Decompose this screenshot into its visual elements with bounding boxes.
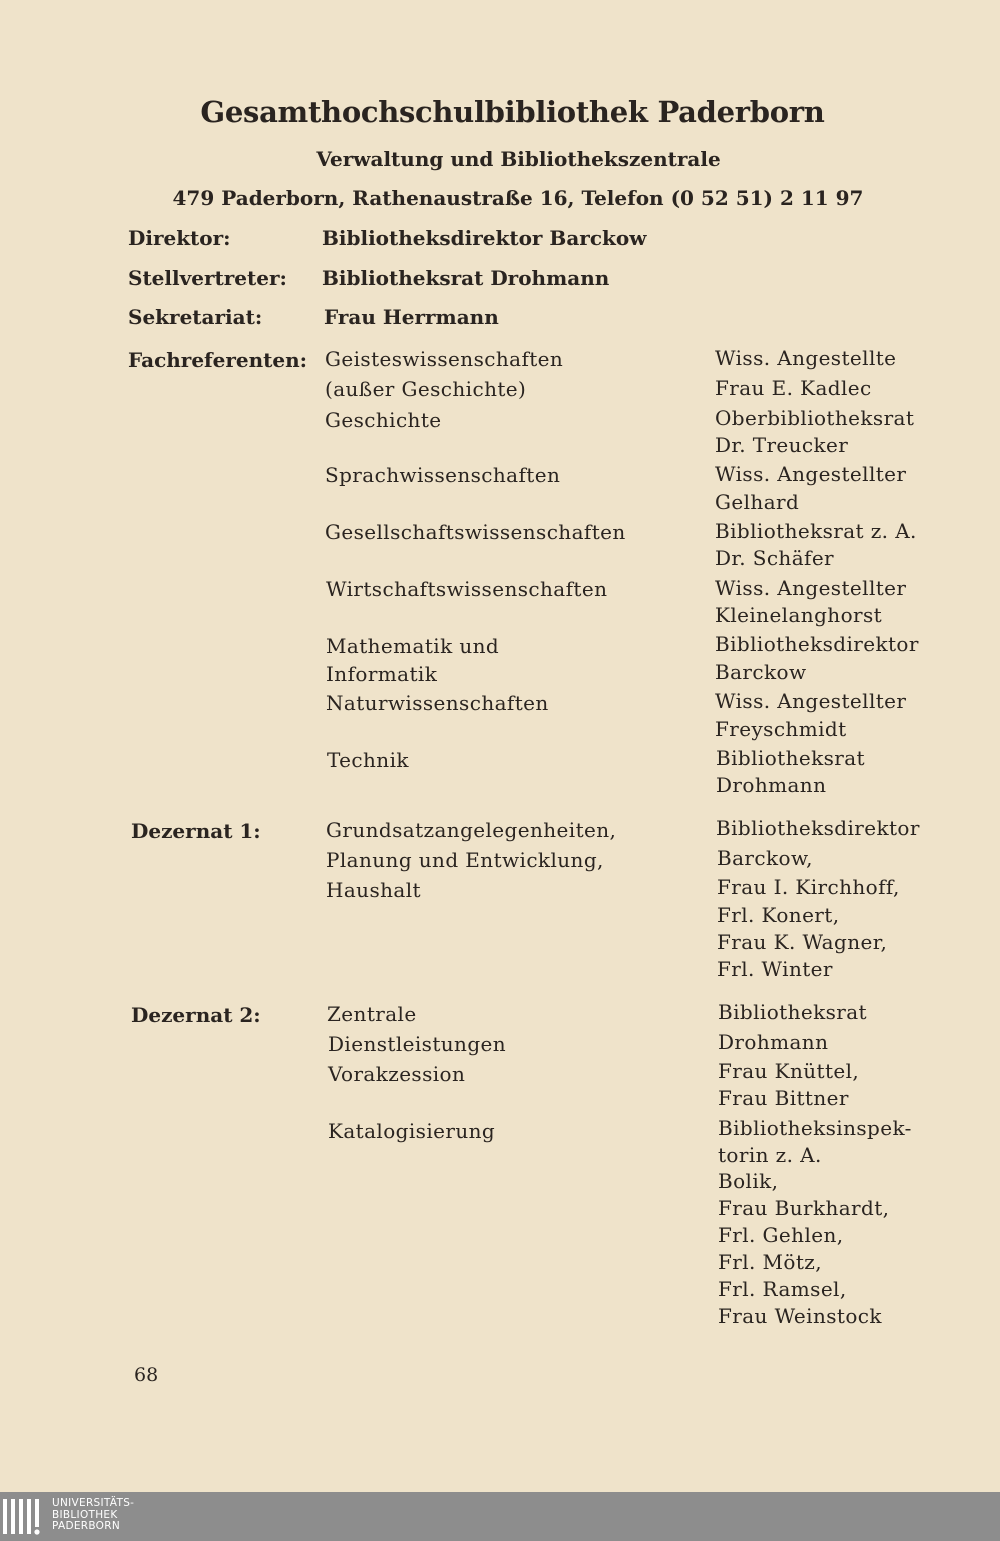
person-item: Gelhard <box>715 490 800 514</box>
dezernat-1-person: Frau I. Kirchhoff, <box>717 875 900 899</box>
subject-item: Wirtschaftswissenschaften <box>326 577 608 601</box>
subject-item: (außer Geschichte) <box>325 377 527 401</box>
dezernat-2-person: Frl. Mötz, <box>718 1250 822 1274</box>
dezernat-2-person: Frau Burkhardt, <box>718 1196 890 1220</box>
person-item: Wiss. Angestellter <box>715 576 907 600</box>
page-title: Gesamthochschulbibliothek Paderborn <box>200 95 825 129</box>
library-logo-icon <box>0 1492 48 1541</box>
role-value-stellvertreter: Bibliotheksrat Drohmann <box>322 266 610 290</box>
dezernat-2-task: Katalogisierung <box>328 1119 496 1143</box>
dezernat-1-person: Frl. Winter <box>717 957 833 981</box>
role-label-stellvertreter: Stellvertreter: <box>128 266 287 290</box>
dezernat-2-person: Bolik, <box>718 1169 779 1193</box>
dezernat-1-person: Barckow, <box>717 846 813 870</box>
person-item: Bibliotheksdirektor <box>715 632 919 656</box>
person-item: Wiss. Angestellter <box>715 462 907 486</box>
person-item: Wiss. Angestellte <box>715 346 897 370</box>
person-item: Wiss. Angestellter <box>715 689 907 713</box>
person-item: Barckow <box>715 660 807 684</box>
dezernat-1-person: Frau K. Wagner, <box>717 930 888 954</box>
dezernat-2-person: Drohmann <box>718 1030 829 1054</box>
subject-item: Geisteswissenschaften <box>325 347 564 371</box>
logo-line-2: BIBLIOTHEK <box>52 1508 118 1521</box>
dezernat-1-person: Bibliotheksdirektor <box>716 816 920 840</box>
person-item: Bibliotheksrat z. A. <box>715 519 917 543</box>
role-value-direktor: Bibliotheksdirektor Barckow <box>322 226 647 250</box>
person-item: Dr. Treucker <box>715 433 849 457</box>
role-label-sekretariat: Sekretariat: <box>128 305 263 329</box>
subject-item: Geschichte <box>325 408 442 432</box>
dezernat-2-label: Dezernat 2: <box>131 1003 261 1027</box>
dezernat-2-task: Dienstleistungen <box>328 1032 507 1056</box>
dezernat-1-person: Frl. Konert, <box>717 903 840 927</box>
subject-item: Naturwissenschaften <box>326 691 549 715</box>
library-logo-text <box>52 1498 134 1533</box>
subject-item: Mathematik und <box>326 634 500 658</box>
dezernat-2-person: Frl. Ramsel, <box>718 1277 847 1301</box>
dezernat-1-task: Grundsatzangelegenheiten, <box>326 818 617 842</box>
dezernat-1-task: Haushalt <box>326 878 421 902</box>
dezernat-2-person: Frau Bittner <box>718 1086 849 1110</box>
role-label-direktor: Direktor: <box>128 226 231 250</box>
logo-line-1: UNIVERSITÄTS- <box>52 1497 135 1509</box>
person-item: Dr. Schäfer <box>715 546 835 570</box>
library-footer-bar <box>0 1492 1000 1541</box>
dezernat-2-person: Frau Knüttel, <box>718 1059 860 1083</box>
person-item: Kleinelanghorst <box>715 603 883 627</box>
subject-item: Technik <box>327 748 409 772</box>
logo-line-3: PADERBORN <box>52 1520 120 1532</box>
dezernat-2-person: Bibliotheksinspek- <box>718 1116 912 1140</box>
subject-item: Gesellschaftswissenschaften <box>325 520 626 544</box>
dezernat-2-person: torin z. A. <box>718 1143 822 1167</box>
person-item: Freyschmidt <box>715 717 847 741</box>
page-subtitle: Verwaltung und Bibliothekszentrale <box>316 147 721 171</box>
person-item: Oberbibliotheksrat <box>715 406 915 430</box>
role-value-sekretariat: Frau Herrmann <box>324 305 499 329</box>
person-item: Bibliotheksrat <box>716 746 865 770</box>
subject-item: Informatik <box>326 662 438 686</box>
person-item: Frau E. Kadlec <box>715 376 872 400</box>
person-item: Drohmann <box>716 773 827 797</box>
dezernat-2-person: Frau Weinstock <box>718 1304 882 1328</box>
address-line: 479 Paderborn, Rathenaustraße 16, Telefon (0 52 51) 2 11 97 <box>172 186 864 210</box>
page-number: 68 <box>134 1364 159 1386</box>
subject-item: Sprachwissenschaften <box>325 463 561 487</box>
dezernat-2-person: Bibliotheksrat <box>718 1000 867 1024</box>
dezernat-1-label: Dezernat 1: <box>131 819 261 843</box>
dezernat-2-person: Frl. Gehlen, <box>718 1223 844 1247</box>
dezernat-1-task: Planung und Entwicklung, <box>326 848 604 872</box>
dezernat-2-task: Zentrale <box>327 1002 417 1026</box>
fachreferenten-label: Fachreferenten: <box>128 348 308 372</box>
dezernat-2-task: Vorakzession <box>328 1062 466 1086</box>
